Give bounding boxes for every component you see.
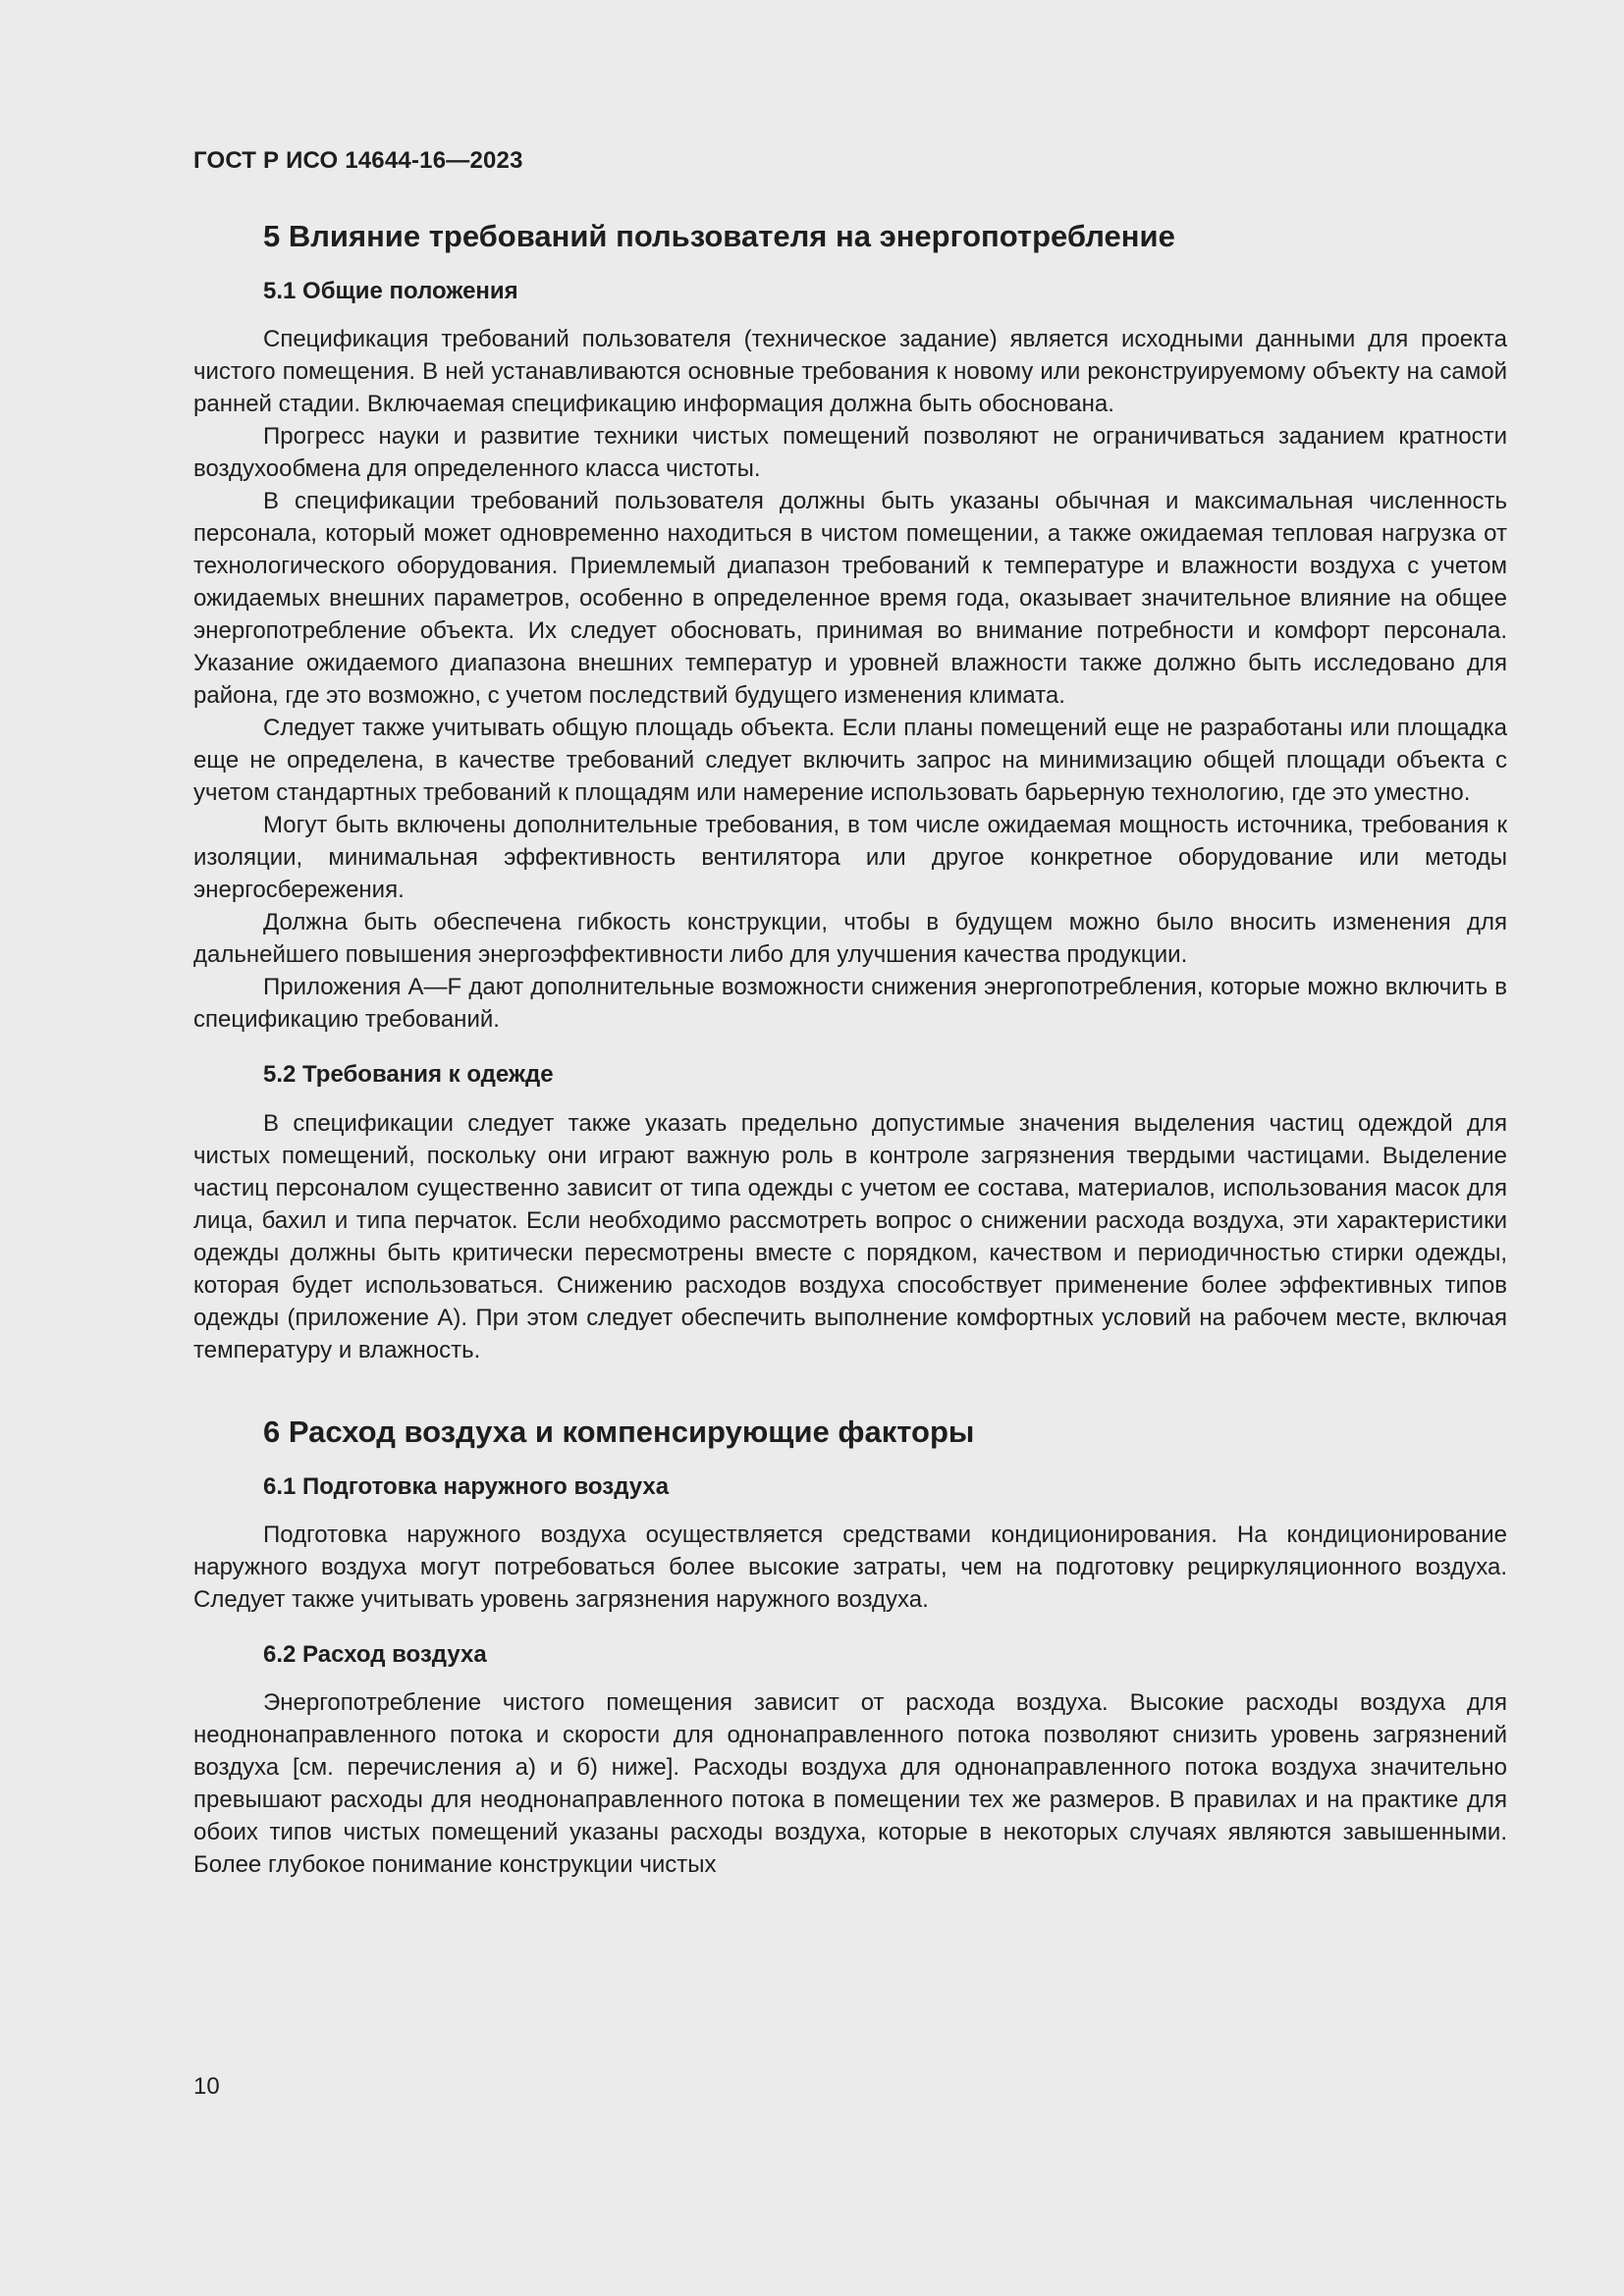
paragraph: В спецификации следует также указать предельно допустимые значения выделения частиц одеждой для чистых помещений, поскольку они играют важную роль в контроле загрязнения твердыми частицами. Выделение частиц персоналом существенно зависит от типа одежды с учетом ее состава, материалов, использования масок для лица, бахил и типа перчаток. Если необходимо рассмотреть вопрос о снижении расхода воздуха, эти характеристики одежды должны быть критически пересмотрены вместе с порядком, качеством и периодичностью стирки одежды, которая будет использоваться. Снижению расходов воздуха способствует применение более эффективных типов одежды (приложение А). При этом следует обеспечить выполнение комфортных условий на рабочем месте, включая температуру и влажность. bbox=[193, 1109, 1507, 1363]
paragraph: Могут быть включены дополнительные требования, в том числе ожидаемая мощность источника, требования к изоляции, минимальная эффективность вентилятора или другое конкретное оборудование или методы энергосбережения. bbox=[193, 812, 1507, 904]
paragraph: Приложения А—F дают дополнительные возможности снижения энергопотребления, которые можно включить в спецификацию требований. bbox=[193, 974, 1507, 1034]
paragraph: Следует также учитывать общую площадь объекта. Если планы помещений еще не разработаны или площадка еще не определена, в качестве требований следует включить запрос на минимизацию общей площади объекта с учетом стандартных требований к площадям или намерение использовать барьерную технологию, где это уместно. bbox=[193, 715, 1507, 807]
subsection-6-2-title: 6.2 Расход воздуха bbox=[263, 1640, 487, 1668]
paragraph: Подготовка наружного воздуха осуществляется средствами кондиционирования. На кондиционирование наружного воздуха могут потребоваться более высокие затраты, чем на подготовку рециркуляционного воздуха. Следует также учитывать уровень загрязнения наружного воздуха. bbox=[193, 1521, 1507, 1613]
paragraph: Должна быть обеспечена гибкость конструкции, чтобы в будущем можно было вносить изменения для дальнейшего повышения энергоэффективности либо для улучшения качества продукции. bbox=[193, 909, 1507, 969]
page-number: 10 bbox=[193, 2073, 220, 2100]
document-page bbox=[193, 147, 1507, 1881]
paragraph: Спецификация требований пользователя (техническое задание) является исходными данными для проекта чистого помещения. В ней устанавливаются основные требования к новому или реконструируемому объекту на самой ранней стадии. Включаемая спецификацию информация должна быть обоснована. bbox=[193, 326, 1507, 418]
paragraph: Прогресс науки и развитие техники чистых помещений позволяют не ограничиваться заданием кратности воздухообмена для определенного класса чистоты. bbox=[193, 423, 1507, 483]
subsection-6-1-title: 6.1 Подготовка наружного воздуха bbox=[263, 1472, 670, 1500]
section-5-title: 5 Влияние требований пользователя на энергопотребление bbox=[263, 219, 1175, 253]
section-6-title: 6 Расход воздуха и компенсирующие факторы bbox=[263, 1414, 975, 1449]
subsection-5-2-title: 5.2 Требования к одежде bbox=[263, 1061, 554, 1089]
paragraph: Энергопотребление чистого помещения зависит от расхода воздуха. Высокие расходы воздуха для неоднонаправленного потока и скорости для однонаправленного потока позволяют снизить уровень загрязнений воздуха [см. перечисления а) и б) ниже]. Расходы воздуха для однонаправленного потока воздуха значительно превышают расходы для неоднонаправленного потока в помещении тех же размеров. В правилах и на практике для обоих типов чистых помещений указаны расходы воздуха, которые в некоторых случаях являются завышенными. Более глубокое понимание конструкции чистых bbox=[193, 1689, 1507, 1879]
document-header: ГОСТ Р ИСО 14644-16—2023 bbox=[193, 147, 523, 174]
spacer bbox=[193, 1616, 1507, 1639]
spacer bbox=[193, 1036, 1507, 1059]
spacer bbox=[193, 1366, 1507, 1414]
subsection-5-1-title: 5.1 Общие положения bbox=[263, 278, 518, 305]
paragraph: В спецификации требований пользователя должны быть указаны обычная и максимальная численность персонала, который может одновременно находиться в чистом помещении, а также ожидаемая тепловая нагрузка от технологического оборудования. Приемлемый диапазон требований к температуре и влажности воздуха с учетом ожидаемых внешних параметров, особенно в определенное время года, оказывает значительное влияние на общее энергопотребление объекта. Их следует обосновать, принимая во внимание потребности и комфорт персонала. Указание ожидаемого диапазона внешних температур и уровней влажности также должно быть исследовано для района, где это возможно, с учетом последствий будущего изменения климата. bbox=[193, 488, 1507, 710]
